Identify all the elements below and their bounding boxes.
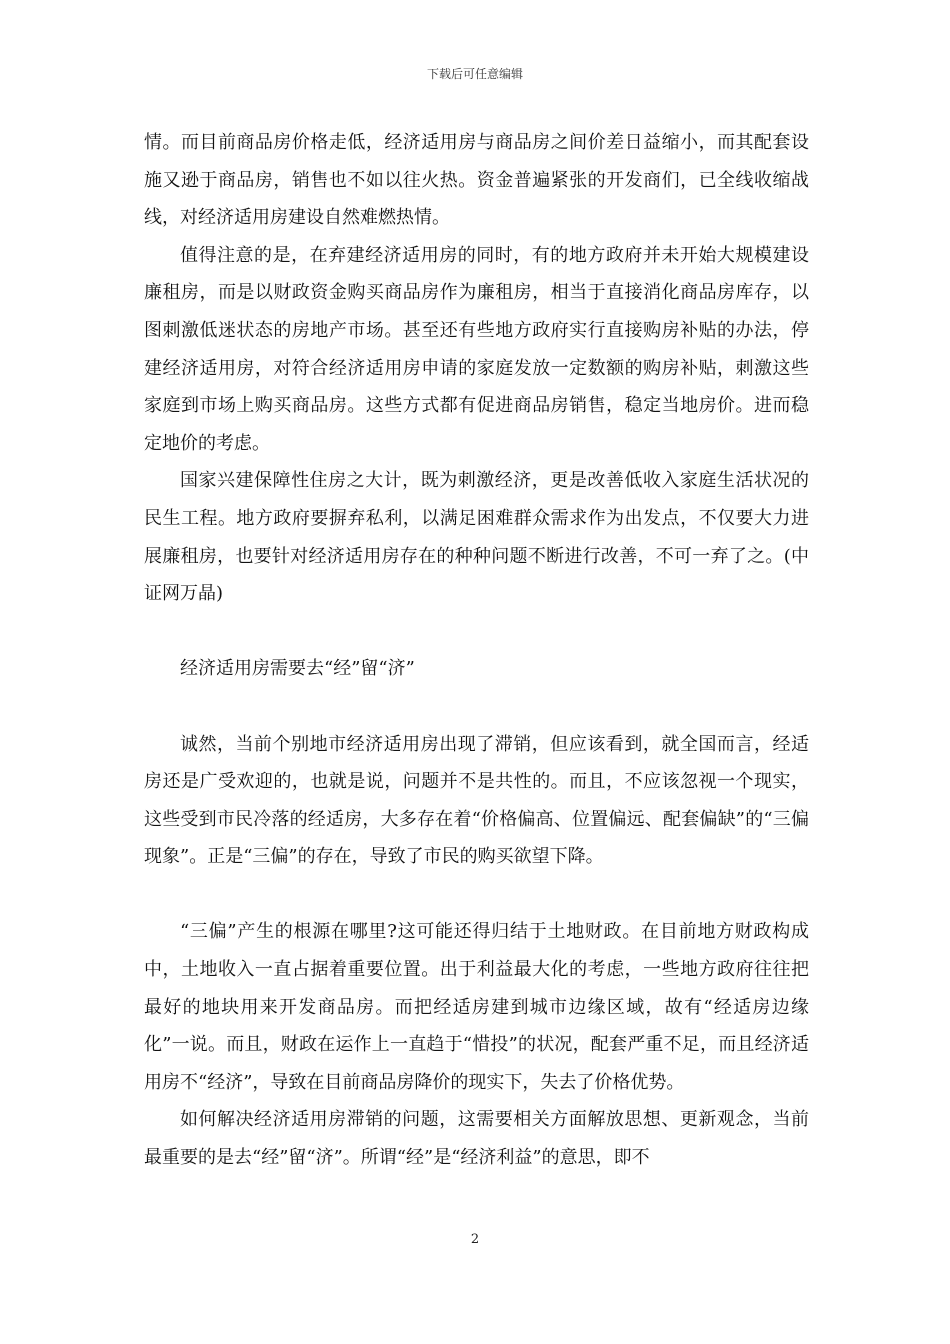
blank-line [144,613,809,651]
paragraph-continued: 情。而目前商品房价格走低，经济适用房与商品房之间价差日益缩小，而其配套设施又逊于商品房，销售也不如以往火热。资金普遍紧张的开发商们，已全线收缩战线，对经济适用房建设自然难燃热情。 [144,132,809,229]
paragraph: 值得注意的是，在弃建经济适用房的同时，有的地方政府并未开始大规模建设廉租房，而是以财政资金购买商品房作为廉租房，相当于直接消化商品房库存，以图刺激低迷状态的房地产市场。甚至还有些地方政府实行直接购房补贴的办法，停建经济适用房，对符合经济适用房申请的家庭发放一定数额的购房补贴，刺激这些家庭到市场上购买商品房。这些方式都有促进商品房销售，稳定当地房价。进而稳定地价的考虑。 [144,244,809,454]
paragraph: “三偏”产生的根源在哪里?这可能还得归结于土地财政。在目前地方财政构成中，土地收入一直占据着重要位置。出于利益最大化的考虑，一些地方政府往往把最好的地块用来开发商品房。而把经适房建到城市边缘区域，故有“经适房边缘化”一说。而且，财政在运作上一直趋于“惜投”的状况，配套严重不足，而且经济适用房不“经济”，导致在目前商品房降价的现实下，失去了价格优势。 [144,921,809,1093]
paragraph: 如何解决经济适用房滞销的问题，这需要相关方面解放思想、更新观念，当前最重要的是去“经”留“济”。所谓“经”是“经济利益”的意思，即不 [144,1109,809,1169]
blank-line [144,876,809,914]
section-heading: 经济适用房需要去“经”留“济” [180,658,415,680]
document-body [144,124,809,1177]
page-number: 2 [470,1232,480,1247]
page-header: 下载后可任意编辑 [426,67,523,81]
paragraph: 国家兴建保障性住房之大计，既为刺激经济，更是改善低收入家庭生活状况的民生工程。地方政府要摒弃私利，以满足困难群众需求作为出发点，不仅要大力进展廉租房，也要针对经济适用房存在的种种问题不断进行改善，不可一弃了之。(中证网万晶) [144,470,809,605]
paragraph: 诚然，当前个别地市经济适用房出现了滞销，但应该看到，就全国而言，经适房还是广受欢迎的，也就是说，问题并不是共性的。而且，不应该忽视一个现实，这些受到市民冷落的经适房，大多存在着“价格偏高、位置偏远、配套偏缺”的“三偏现象”。正是“三偏”的存在，导致了市民的购买欲望下降。 [144,733,809,868]
blank-line [144,688,809,726]
